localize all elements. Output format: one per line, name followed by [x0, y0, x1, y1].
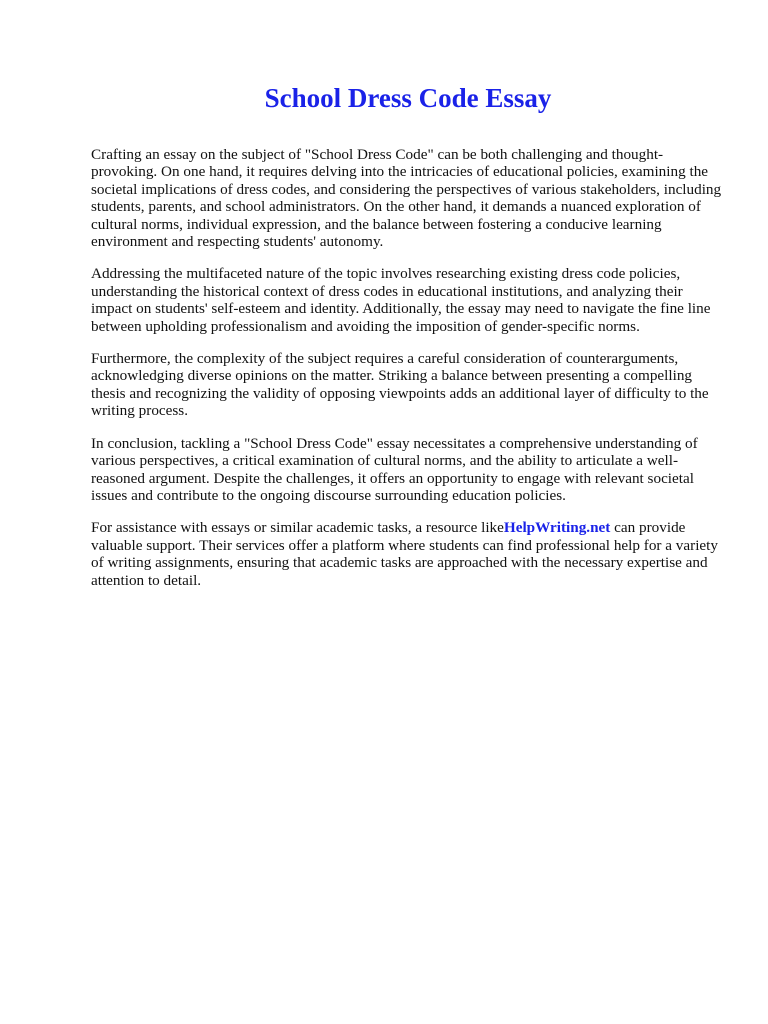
paragraph-4: In conclusion, tackling a "School Dress Code" essay necessitates a comprehensive understanding of various perspectives, a critical examination of cultural norms, and the ability to articulate a well-reasoned argument. Despite the challenges, it offers an opportunity to engage with relevant societal issues and contribute to the ongoing discourse surrounding education policies.	[91, 434, 698, 504]
paragraph-5	[91, 519, 727, 589]
essay-body	[91, 146, 727, 604]
paragraph-2: Addressing the multifaceted nature of the topic involves researching existing dress code policies, understanding the historical context of dress codes in educational institutions, and analyzing their impact on students' self-esteem and identity. Additionally, the essay may need to navigate the fine line between upholding professionalism and avoiding the imposition of gender-specific norms.	[91, 265, 711, 335]
paragraph-5-after-link: can provide valuable support. Their services offer a platform where students can find professional help for a variety of writing assignments, ensuring that academic tasks are approached with the necessary expertise and attention to detail.	[91, 519, 718, 589]
paragraph-5-before-link: For assistance with essays or similar academic tasks, a resource like	[91, 519, 504, 537]
paragraph-3: Furthermore, the complexity of the subject requires a careful consideration of counterarguments, acknowledging diverse opinions on the matter. Striking a balance between presenting a compelling thesis and recognizing the validity of opposing viewpoints adds an additional layer of difficulty to the writing process.	[91, 350, 709, 420]
page-title: School Dress Code Essay	[264, 83, 552, 113]
helpwriting-link[interactable]: HelpWriting.net	[503, 519, 611, 537]
paragraph-1: Crafting an essay on the subject of "School Dress Code" can be both challenging and thought-provoking. On one hand, it requires delving into the intricacies of educational policies, examining the societal implications of dress codes, and considering the perspectives of various stakeholders, including students, parents, and school administrators. On the other hand, it demands a nuanced exploration of cultural norms, individual expression, and the balance between fostering a conducive learning environment and respecting students' autonomy.	[91, 146, 722, 251]
